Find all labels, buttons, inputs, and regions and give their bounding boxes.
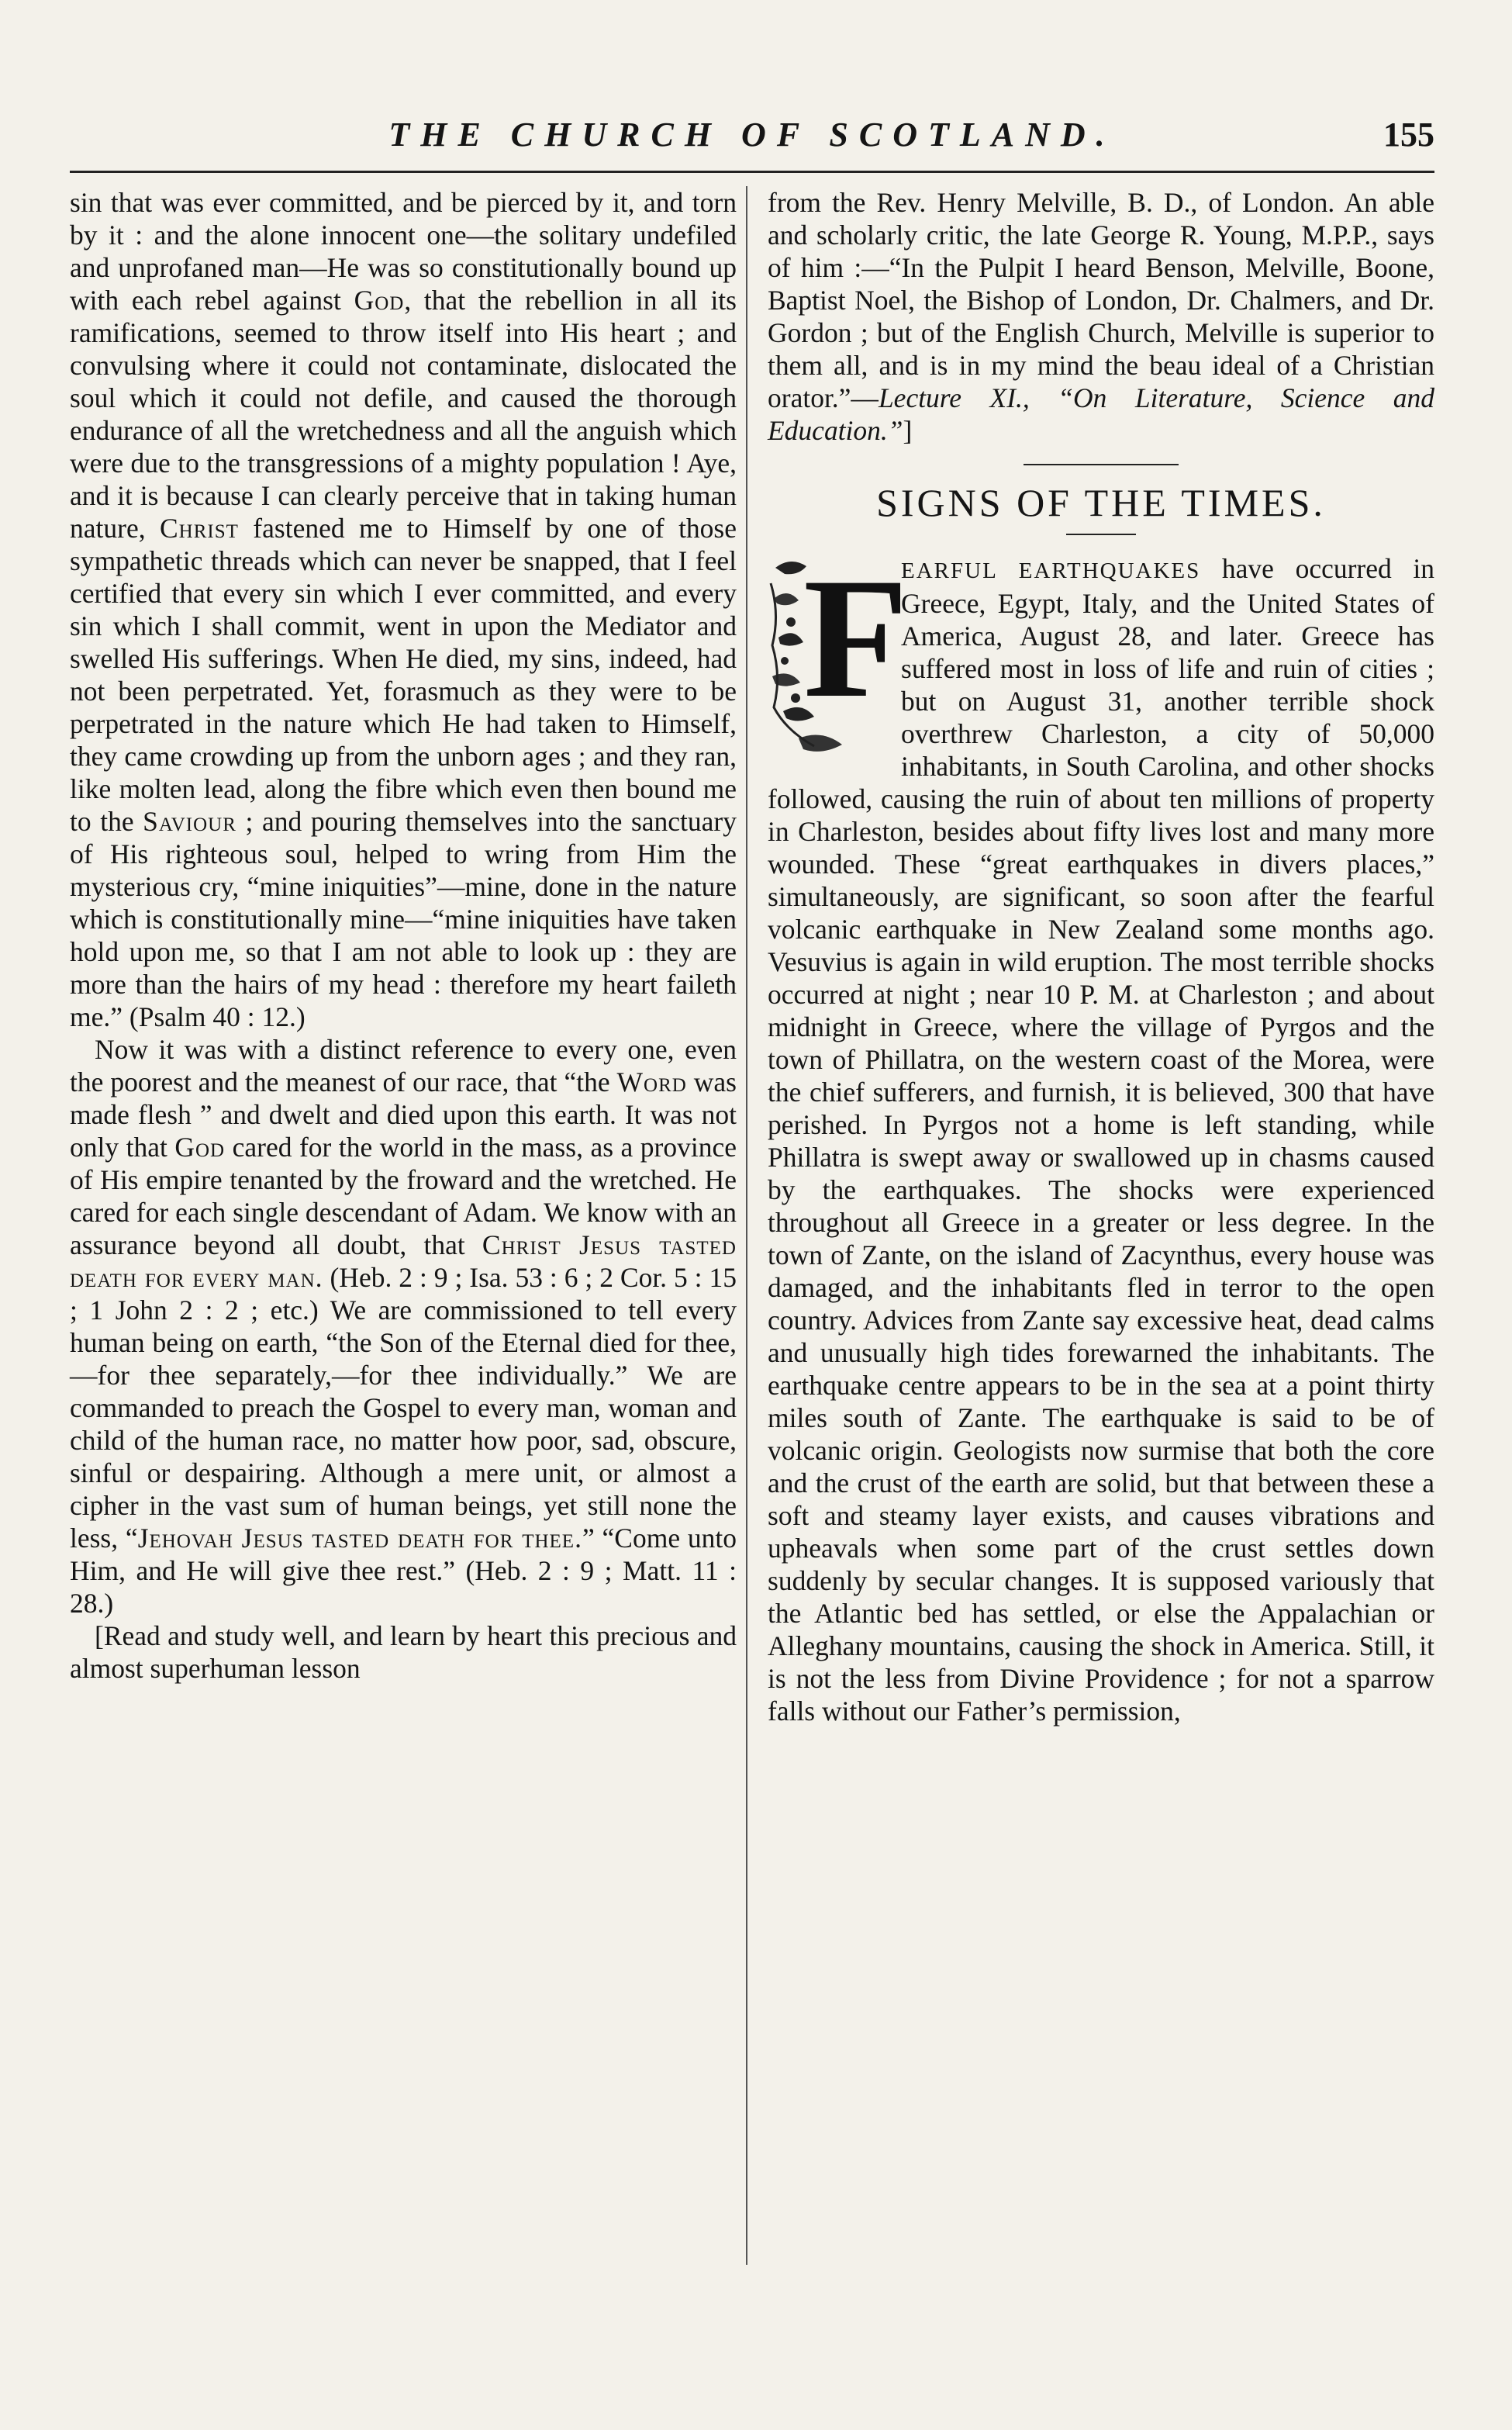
lecture-citation: Lecture XI., “On Literature, Science and Education.”: [768, 382, 1434, 446]
text-run: from the Rev. Henry Melville, B. D., of London. An able and scholarly critic, the late George R. Young, M.P.P., says of him :—“In the Pulpit I heard Benson, Melville, Boone, Baptist Noel, the Bishop of London, Dr. Chalmers, and Dr. Gordon ; but of the English Church, Melville is superior to them all, and is in my mind the beau ideal of a Christian orator.”—: [768, 187, 1434, 413]
section-title: SIGNS OF THE TIMES.: [876, 481, 1326, 524]
right-continuation: [768, 186, 1434, 447]
text-run: ” “Come unto Him, and He will give thee rest.” (Heb. 2 : 9 ; Matt. 11 : 28.): [70, 1523, 737, 1619]
divine-name-god: God: [174, 1132, 226, 1163]
drop-cap-letter: F: [803, 543, 909, 734]
text-run: Now it was with a distinct reference to every one, even the poorest and the meanest of our race, that “the: [70, 1034, 737, 1097]
text-run: , that the rebellion in all its ramifications, seemed to throw itself into His heart ; and convulsing where it could not contaminate, dislocated the soul which it could not defile, and caused the thorough endurance of all the wretchedness and all the anguish which were due to the transgressions of a mighty population ! Aye, and it is because I can clearly perceive that in taking human nature,: [70, 285, 737, 544]
section-rule-top: [1024, 464, 1179, 465]
divine-name-christ: Christ: [159, 513, 239, 544]
emphasis-christ-jesus: Christ Jesus tasted death for every man.: [70, 1229, 737, 1293]
ornamental-drop-cap: [768, 543, 909, 760]
text-run: fastened me to Himself by one of those sympathetic threads which can never be snapped, that I feel certified that every sin which I ever committed, and every sin which I shall commit, went in upon the Mediator and swelled His sufferings. When He died, my sins, indeed, had not been perpetrated. Yet, forasmuch as they were to be perpetrated in the nature which He had taken to Himself, they came crowding up from the unborn ages ; and they ran, like molten lead, along the fibre which even then bound me to the: [70, 513, 737, 837]
text-run: cared for the world in the mass, as a province of His empire tenanted by the froward and the wretched. He cared for each single descendant of Adam. We know with an assurance beyond all doubt, that: [70, 1132, 737, 1260]
running-head: [70, 115, 1434, 169]
article-lead-in: EARFUL EARTHQUAKES: [901, 558, 1201, 583]
running-title: THE CHURCH OF SCOTLAND.: [388, 116, 1116, 154]
text-run: ; and pouring themselves into the sanctuary of His righteous soul, helped to wring from Him the mysterious cry, “mine iniquities”—mine, done in the nature which is constitutionally mine—“mine iniquities have taken hold upon me, so that I am not able to look up : they are more than the hairs of my head : therefore my heart faileth me.” (Psalm 40 : 12.): [70, 806, 737, 1032]
text-run: (Heb. 2 : 9 ; Isa. 53 : 6 ; 2 Cor. 5 : 15 ; 1 John 2 : 2 ; etc.) We are commissioned to tell every human being on earth, “the Son of the Eternal died for thee,—for thee separately,—for thee individually.” We are commanded to preach the Gospel to every man, woman and child of the human race, no matter how poor, sad, obscure, sinful or despairing. Although a mere unit, or almost a cipher in the vast sum of human beings, yet still none the less, “: [70, 1262, 737, 1554]
divine-name-saviour: Saviour: [143, 806, 236, 837]
right-column: [768, 186, 1434, 1727]
article-body: have occurred in Greece, Egypt, Italy, and the United States of America, August 28, and later. Greece has suffered most in loss of life and ruin of cities ; but on August 31, another terrible shock overthrew Charleston, a city of 50,000 inhabitants, in South Carolina, and other shocks followed, causing the ruin of about ten millions of property in Charleston, besides about fifty lives lost and many more wounded. These “great earthquakes in divers places,” simultaneously, are significant, so soon after the fearful volcanic earthquake in New Zealand some months ago. Vesuvius is again in wild eruption. The most terrible shocks occurred at night ; near 10 P. M. at Charleston ; and about midnight in Greece, where the village of Pyrgos and the town of Phillatra, on the western coast of the Morea, were the chief sufferers, and furnish, it is believed, 300 that have perished. In Pyrgos not a home is left standing, while Phillatra is swept away or swallowed up in chasms caused by the earthquakes. The shocks were experienced throughout all Greece in a greater or less degree. In the town of Zante, on the island of Zacynthus, every house was damaged, and the inhabitants fled in terror to the open country. Advices from Zante say excessive heat, dead calms and unusually high tides forewarned the inhabitants. The earthquake centre appears to be in the sea at a point thirty miles south of Zante. The earthquake is said to be of volcanic origin. Geologists now surmise that both the core and the crust of the earth are solid, but that between these a soft and steamy layer exists, and causes vibrations and upheavals when some part of the crust settles down suddenly by secular changes. It is supposed variously that the Atlantic bed has settled, or else the Appalachian or Alleghany mountains, causing the shock in America. Still, it is not the less from Divine Providence ; for not a sparrow falls without our Father’s permission,: [768, 553, 1434, 1727]
left-paragraph-1: [70, 186, 737, 1033]
left-column: [70, 186, 737, 1685]
divine-name-word: Word: [616, 1066, 687, 1097]
emphasis-jehovah-jesus: Jehovah Jesus tasted death for thee.: [137, 1523, 582, 1554]
text-run: ]: [903, 415, 913, 446]
text-run: was made flesh ” and dwelt and died upon this earth. It was not only that: [70, 1066, 737, 1163]
section-rule-bottom: [1066, 534, 1136, 535]
text-run: sin that was ever committed, and be pierced by it, and torn by it : and the alone innocent one—the solitary undefiled and unprofaned man—He was so constitutionally bound up with each rebel against: [70, 187, 737, 316]
left-paragraph-3: [Read and study well, and learn by heart this precious and almost superhuman lesson: [70, 1620, 737, 1684]
column-divider: [746, 186, 747, 2265]
divine-name-god: God: [354, 285, 405, 316]
header-rule: [70, 171, 1434, 173]
article-paragraph: [768, 543, 1434, 1727]
left-paragraph-2: [70, 1033, 737, 1619]
page-number: 155: [1383, 116, 1434, 154]
